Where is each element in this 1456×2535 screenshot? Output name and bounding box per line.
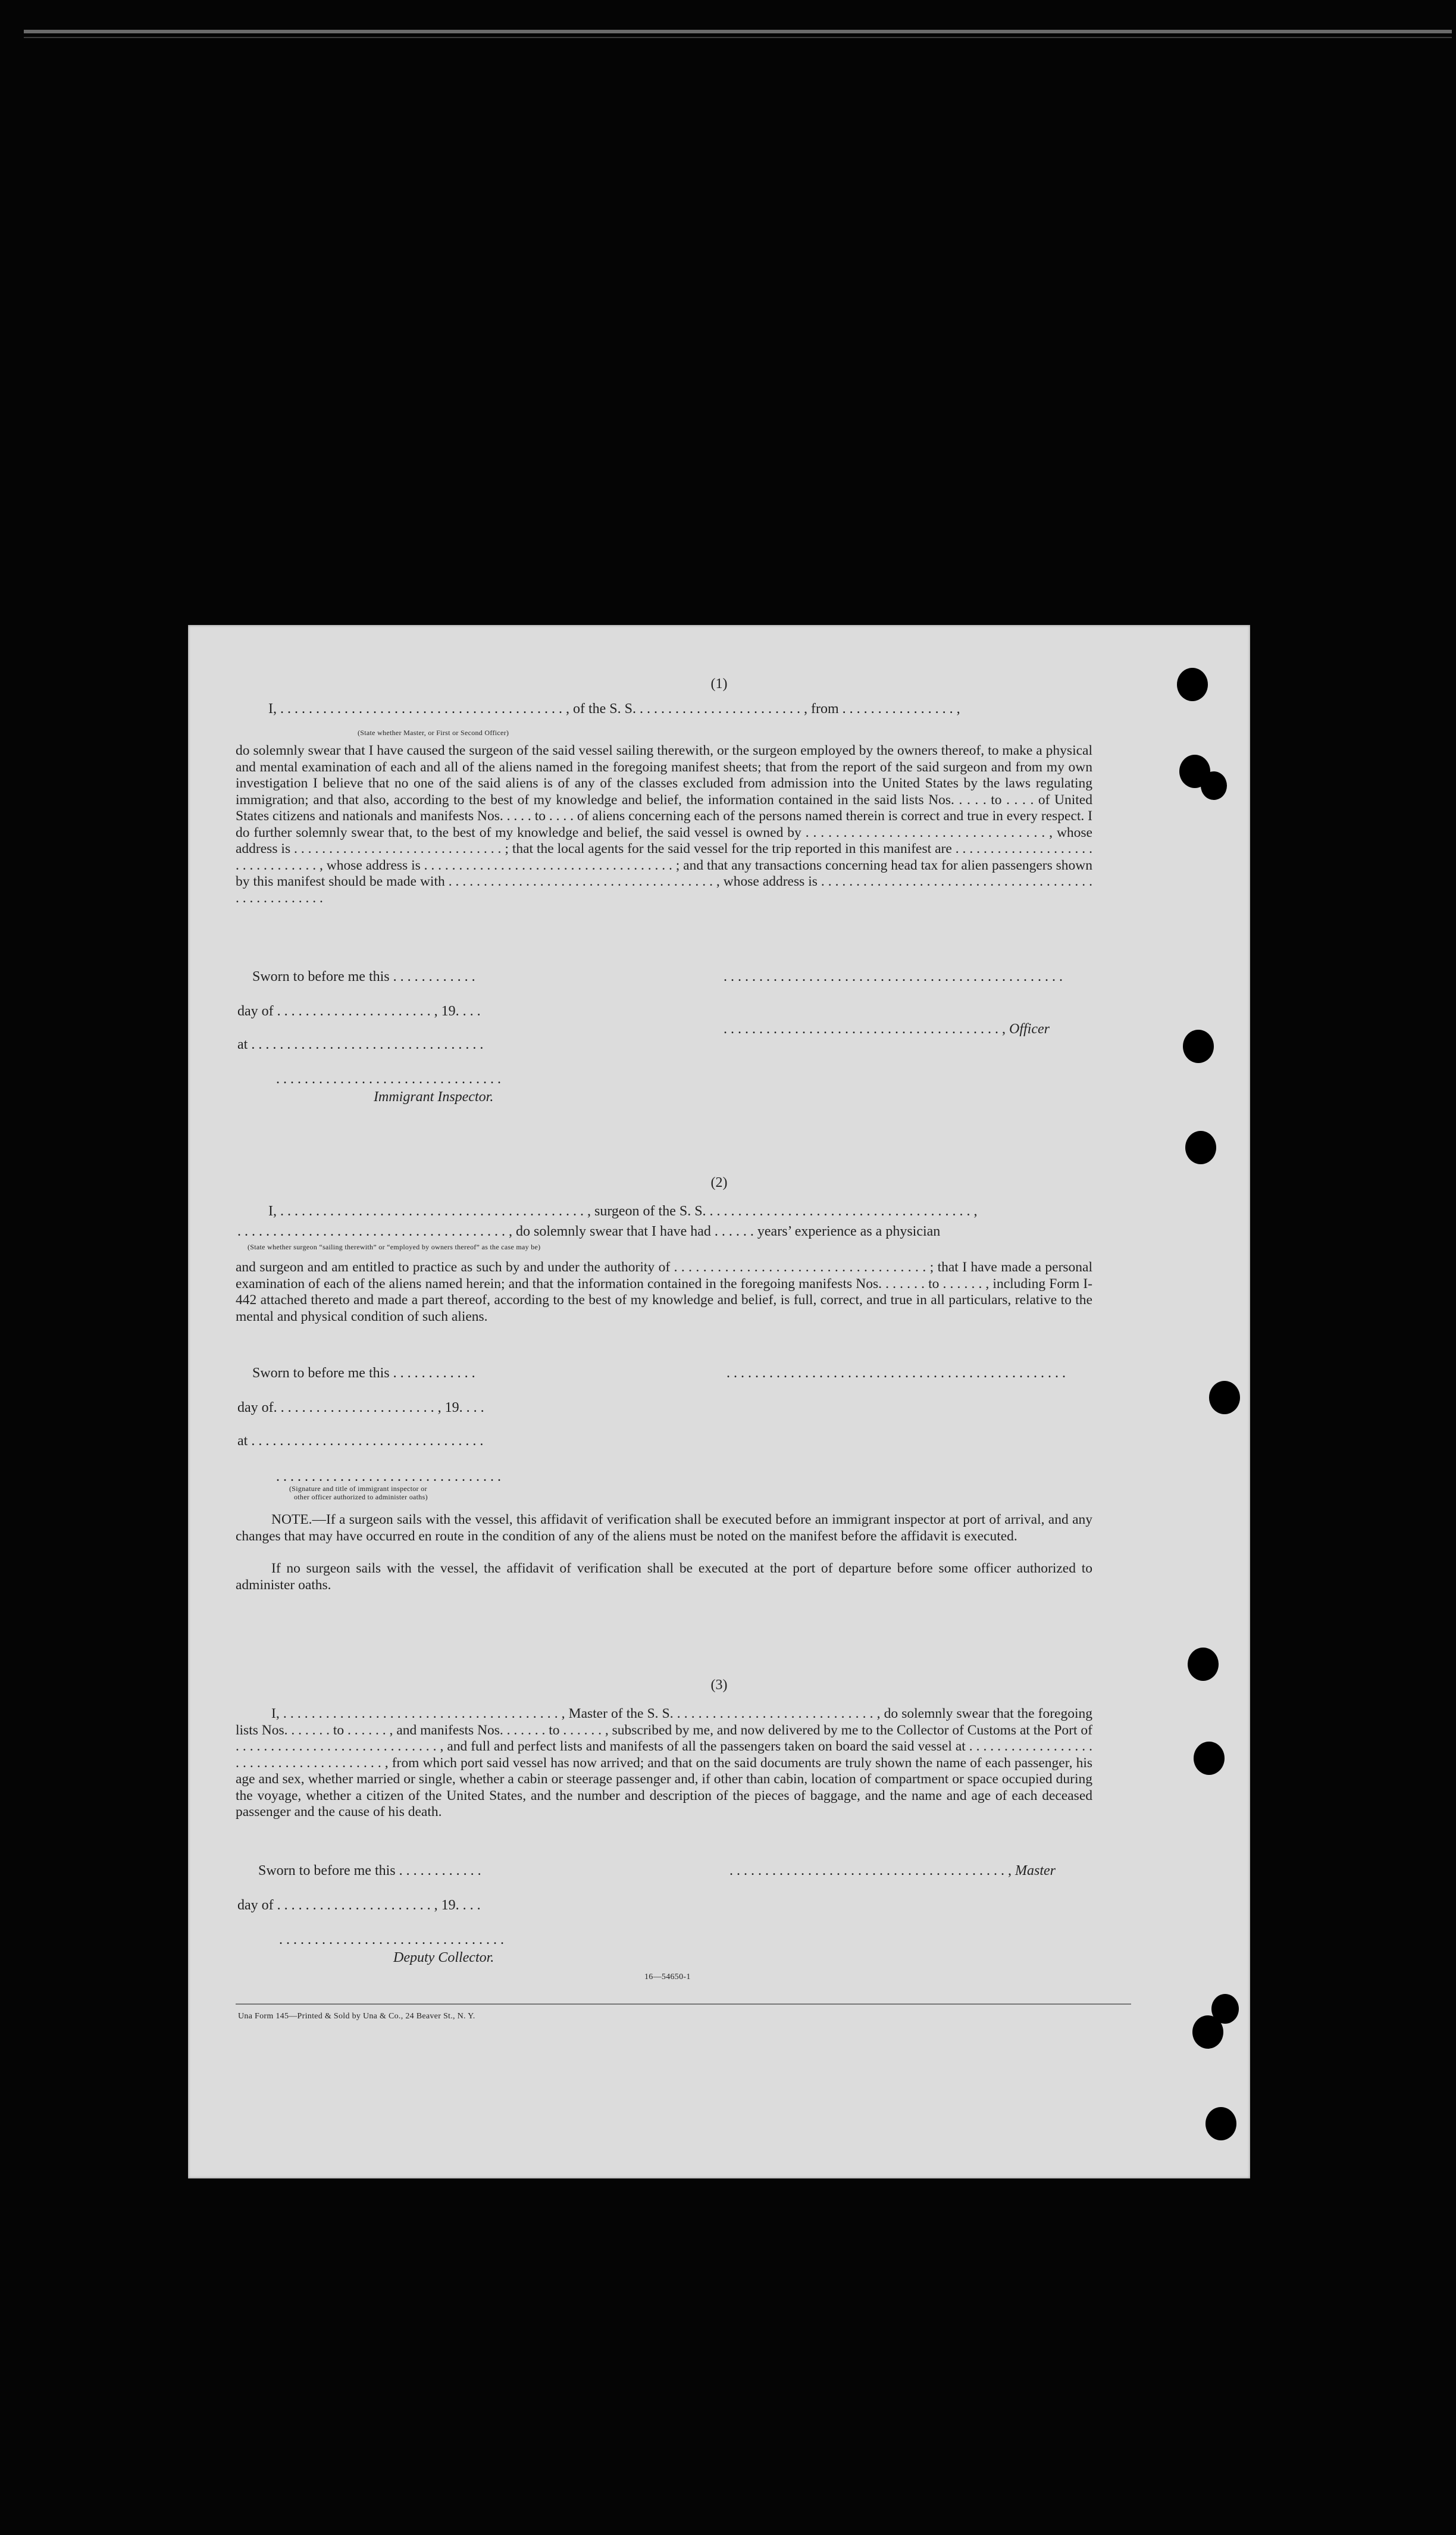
section-2-body: and surgeon and am entitled to practice as such by and under the authority of . . . . . . . . . . . . . . . . . . . . . . . . . . . . . . . . . . . ; that I have made a personal examination of each of the aliens named herein; and that the information contained in the foregoing manifests Nos. . . . . . . to . . . . . . , including Form I-442 attached thereto and made a part thereof, according to the best of my knowledge and belief, is full, correct, and true in all particulars, relative to the mental and physical condition of such aliens. [236,1259,1092,1324]
section-2-note-paragraph-1: NOTE.—If a surgeon sails with the vessel, this affidavit of verification shall be executed before an immigrant inspector at port of arrival, and any changes that may have occurred en route in the condition of any of the aliens must be noted on the manifest before the affidavit is executed. [236,1512,1092,1544]
section-1-inspector-label: Immigrant Inspector. [374,1089,494,1105]
section-3-collector-label: Deputy Collector. [393,1950,494,1965]
section-2-at: at . . . . . . . . . . . . . . . . . . . . . . . . . . . . . . . . . [237,1433,484,1449]
form-number: 16—54650-1 [644,1973,691,1981]
section-2-day: day of. . . . . . . . . . . . . . . . . . . . . . . , 19. . . . [237,1400,484,1415]
section-1-inspector-dots: . . . . . . . . . . . . . . . . . . . . . . . . . . . . . . . . [276,1071,501,1087]
section-3-day: day of . . . . . . . . . . . . . . . . . . . . . . , 19. . . . [237,1898,481,1913]
punch-hole [1188,1648,1219,1681]
footer-rule [236,2003,1131,2005]
section-1-note: (State whether Master, or First or Second Officer) [358,729,509,737]
punch-hole [1192,2015,1223,2049]
section-2-signature-note-2: other officer authorized to administer oaths) [294,1493,428,1501]
section-2-line1: I, . . . . . . . . . . . . . . . . . . . . . . . . . . . . . . . . . . . . . . . . . . . , surgeon of the S. S. . . . . . . . . . . . . . . . . . . . . . . . . . . . . . . . . . . . . . , [268,1204,978,1219]
manifest-page [188,625,1250,2178]
section-2-number: (2) [710,1175,728,1190]
punch-hole [1185,1131,1216,1164]
section-1-day: day of . . . . . . . . . . . . . . . . . . . . . . , 19. . . . [237,1004,481,1019]
section-2-note: (State whether surgeon “sailing therewith” or “employed by owners thereof” as the case may be) [248,1243,541,1251]
section-1-sworn: Sworn to before me this . . . . . . . . . . . . [252,969,475,984]
punch-hole [1194,1742,1225,1775]
section-2-note-paragraph-2: If no surgeon sails with the vessel, the affidavit of verification shall be executed at the port of departure before some officer authorized to administer oaths. [236,1561,1092,1593]
section-3-sworn: Sworn to before me this . . . . . . . . . . . . [258,1863,481,1878]
section-2-signature-note-1: (Signature and title of immigrant inspector or [289,1484,427,1493]
section-1-line1: I, . . . . . . . . . . . . . . . . . . . . . . . . . . . . . . . . . . . . . . . . , of the S. S. . . . . . . . . . . . . . . . . . . . . . . . , from . . . . . . . . . . . . . . . . , [268,701,960,717]
section-2-signature-dots: . . . . . . . . . . . . . . . . . . . . . . . . . . . . . . . . . . . . . . . . . . . . . . . . [727,1365,1066,1381]
punch-hole [1177,668,1208,701]
section-2-sworn: Sworn to before me this . . . . . . . . . . . . [252,1365,475,1381]
punch-hole [1183,1030,1214,1063]
section-1-signature-dots: . . . . . . . . . . . . . . . . . . . . . . . . . . . . . . . . . . . . . . . . . . . . . . . . [724,969,1063,984]
section-2-signature-line: . . . . . . . . . . . . . . . . . . . . . . . . . . . . . . . . [276,1469,501,1484]
top-border-line [24,30,1452,33]
section-1-at: at . . . . . . . . . . . . . . . . . . . . . . . . . . . . . . . . . [237,1037,484,1052]
section-1-officer-line: . . . . . . . . . . . . . . . . . . . . . . . . . . . . . . . . . . . . . . . , Officer [724,1021,1050,1037]
section-1-body: do solemnly swear that I have caused the surgeon of the said vessel sailing therewith, or the surgeon employed by the owners thereof, to make a physical and mental examination of each and all of the aliens named in the foregoing manifest sheets; that from the report of the said surgeon and from my own investigation I believe that no one of the said aliens is of any of the classes excluded from admission into the United States by the laws regulating immigration; and that also, according to the best of my knowledge and belief, the information contained in the said lists Nos. . . . . to . . . . of United States citizens and nationals and manifests Nos. . . . . to . . . . of aliens concerning each of the persons named therein is correct and true in every respect. I do further solemnly swear that, to the best of my knowledge and belief, the said vessel is owned by . . . . . . . . . . . . . . . . . . . . . . . . . . . . . . . . , whose address is . . . . . . . . . . . . . . . . . . . . . . . . . . . . . . ; that the local agents for the said vessel for the trip reported in this manifest are . . . . . . . . . . . . . . . . . . . . . . . . . . . . . . . . , whose address is . . . . . . . . . . . . . . . . . . . . . . . . . . . . . . . . . . . . ; and that any transactions concerning head tax for alien passengers shown by this manifest should be made with . . . . . . . . . . . . . . . . . . . . . . . . . . . . . . . . . . . . . . , whose address is . . . . . . . . . . . . . . . . . . . . . . . . . . . . . . . . . . . . . . . . . . . . . . . . . . . . [236,743,1092,906]
section-3-collector-dots: . . . . . . . . . . . . . . . . . . . . . . . . . . . . . . . . [279,1932,504,1948]
section-3-master-line: . . . . . . . . . . . . . . . . . . . . . . . . . . . . . . . . . . . . . . . , Master [729,1863,1056,1878]
section-3-number: (3) [710,1677,728,1693]
punch-hole [1209,1381,1240,1414]
printer-credit: Una Form 145—Printed & Sold by Una & Co., 24 Beaver St., N. Y. [238,2012,475,2021]
section-2-line2: . . . . . . . . . . . . . . . . . . . . . . . . . . . . . . . . . . . . . . , do solemnly swear that I have had . . . . . . years’ experience as a physician [237,1224,941,1239]
section-1-number: (1) [710,676,728,692]
section-3-body: I, . . . . . . . . . . . . . . . . . . . . . . . . . . . . . . . . . . . . . . . , Master of the S. S. . . . . . . . . . . . . . . . . . . . . . . . . . . . . , do solemnly swear that the foregoing lists Nos. . . . . . . to . . . . . . , and manifests Nos. . . . . . . to . . . . . . , subscribed by me, and now delivered by me to the Collector of Customs at the Port of . . . . . . . . . . . . . . . . . . . . . . . . . . . . . , and full and perfect lists and manifests of all the passengers taken on board the said vessel at . . . . . . . . . . . . . . . . . . . . . . . . . . . . . . . . . . . . . . . , from which port said vessel has now arrived; and that on the said documents are truly shown the name of each passenger, his age and sex, whether married or single, whether a cabin or steerage passenger and, if other than cabin, location of compartment or space occupied during the voyage, whether a citizen of the United States, and the number and description of the pieces of baggage, and the name and age of each deceased passenger and the cause of his death. [236,1706,1092,1820]
punch-hole [1205,2107,1236,2140]
top-border-line-secondary [24,37,1452,38]
punch-hole [1201,771,1227,800]
